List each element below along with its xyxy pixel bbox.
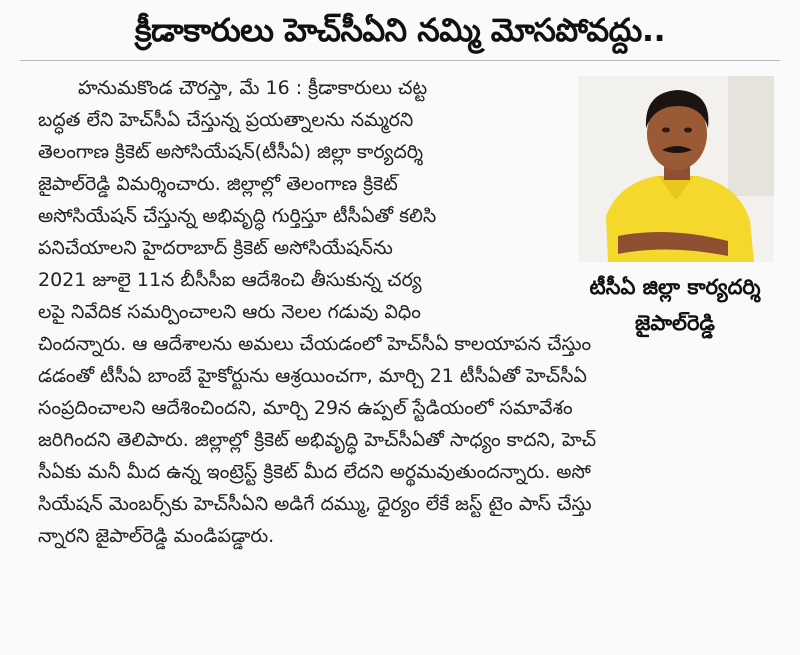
article-line: జరిగిందని తెలిపారు. జిల్లాల్లో క్రికెట్ అభివృద్ధి హెచ్‌సీఏతో సాధ్యం కాదని, హెచ్ — [38, 429, 597, 451]
article-line: సియేషన్ మెంబర్స్‌కు హెచ్‌సీఏని అడిగే దమ్ము, ధైర్యం లేకే జస్ట్ టైం పాస్ చేస్తు — [38, 493, 592, 515]
article-line: జైపాల్‌రెడ్డి విమర్శించారు. జిల్లాల్లో తెలంగాణ క్రికెట్ — [38, 173, 398, 195]
article-line: లపై నివేదిక సమర్పించాలని ఆరు నెలల గడువు విధిం — [38, 301, 421, 323]
article-line: చిందన్నారు. ఆ ఆదేశాలను అమలు చేయడంలో హెచ్‌సీఏ కాలయాపన చేస్తుం — [38, 333, 592, 355]
article-line: న్నారని జైపాల్‌రెడ్డి మండిపడ్డారు. — [38, 525, 275, 547]
article-line: 2021 జూలై 11న బీసీసీఐ ఆదేశించి తీసుకున్న చర్య — [38, 269, 422, 291]
article-line: సీఏకు మనీ మీద ఉన్న ఇంట్రెస్ట్ క్రికెట్ మీద లేదని అర్థమవుతుందన్నారు. అసో — [38, 461, 591, 483]
headline: క్రీడాకారులు హెచ్‌సీఏని నమ్మి మోసపోవద్దు.. — [134, 11, 666, 49]
article-line: తెలంగాణ క్రికెట్ అసోసియేషన్(టీసీఏ) జిల్లా కార్యదర్శి — [38, 141, 424, 163]
photo-caption-title: టీసీఏ జిల్లా కార్యదర్శి — [589, 275, 761, 299]
article-line: డడంతో టీసీఏ బాంబే హైకోర్టును ఆశ్రయించగా, మార్చి 21 టీసీఏతో హెచ్‌సీఏ — [38, 365, 587, 387]
article-line: పనిచేయాలని హైదరాబాద్ క్రికెట్ అసోసియేషన్‌ను — [38, 237, 393, 259]
article-line: అసోసియేషన్ చేస్తున్న అభివృద్ధి గుర్తిస్తూ టీసీఏతో కలిసి — [38, 205, 437, 227]
article-line: బద్ధత లేని హెచ్‌సీఏ చేస్తున్న ప్రయత్నాలను నమ్మరని — [38, 109, 414, 131]
headline-rule — [20, 60, 780, 61]
portrait-photo — [578, 76, 774, 262]
article-line: సంప్రదించాలని ఆదేశించిందని, మార్చి 29న ఉప్పల్ స్టేడియంలో సమావేశం — [38, 397, 573, 419]
photo-caption-name: జైపాల్‌రెడ్డి — [635, 311, 715, 335]
article-line: హనుమకొండ చౌరస్తా, మే 16 : క్రీడాకారులు చట్ట — [78, 77, 428, 99]
